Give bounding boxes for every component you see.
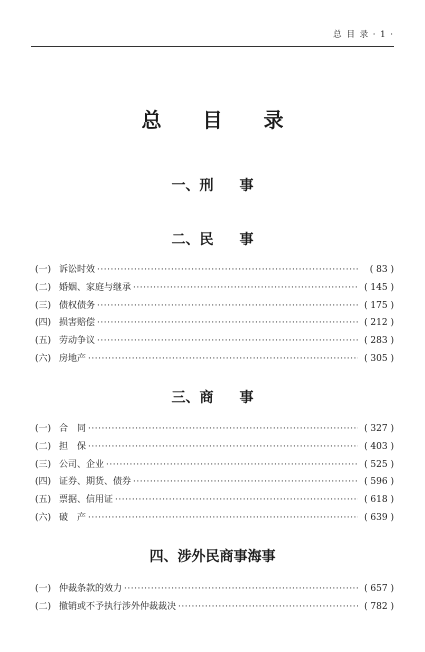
entry-label: 房地产 [59, 353, 87, 364]
toc-entry[interactable] [35, 474, 394, 492]
leader-dots [97, 315, 358, 333]
page-title: 总 目 录 [141, 108, 301, 132]
entry-label: 仲裁条款的效力 [59, 584, 123, 594]
entry-page: ( 618 ) [364, 495, 394, 506]
entry-number: (三) [35, 300, 52, 311]
toc-entry[interactable] [35, 333, 394, 351]
section-number: 二、 [171, 232, 200, 248]
leader-dots [97, 298, 358, 316]
entry-page: ( 782 ) [364, 601, 394, 612]
entry-label: 诉讼时效 [59, 265, 96, 275]
section-name-2: 事 [239, 390, 254, 406]
section-name: 刑 [199, 178, 214, 194]
entry-page: ( 212 ) [364, 318, 394, 329]
toc-entry[interactable] [35, 510, 394, 528]
entry-number: (一) [35, 424, 52, 434]
section-title-criminal [0, 175, 425, 195]
toc-entry[interactable] [35, 492, 394, 510]
entry-label: 证券、期货、债券 [59, 477, 132, 488]
entry-page: ( 525 ) [364, 459, 394, 470]
entry-label: 公司、企业 [59, 459, 105, 470]
toc-entry[interactable] [35, 262, 394, 280]
entry-number: (一) [35, 584, 52, 594]
section-number: 三、 [171, 390, 200, 406]
entry-number: (五) [35, 336, 52, 347]
leader-dots [178, 599, 358, 617]
entry-page: ( 327 ) [364, 424, 394, 434]
leader-dots [97, 262, 358, 280]
entry-page: ( 145 ) [364, 282, 394, 293]
section-name: 涉外民商事海事 [177, 549, 276, 565]
section-number: 四、 [149, 549, 178, 565]
section-name-2: 事 [239, 178, 254, 194]
section-title-commercial [0, 387, 425, 407]
entry-label: 合 同 [59, 424, 87, 434]
leader-dots [133, 280, 358, 298]
section-name: 商 [199, 390, 214, 406]
section-title-civil [0, 229, 425, 249]
toc-list-civil [35, 262, 394, 369]
toc-entry[interactable] [35, 599, 394, 617]
toc-entry[interactable] [35, 439, 394, 457]
entry-number: (四) [35, 477, 52, 488]
entry-page: ( 305 ) [364, 353, 394, 364]
entry-label: 劳动争议 [59, 336, 96, 347]
entry-page: ( 283 ) [364, 336, 394, 347]
leader-dots [88, 351, 358, 369]
toc-entry[interactable] [35, 280, 394, 298]
entry-number: (二) [35, 601, 52, 612]
entry-number: (三) [35, 459, 52, 470]
entry-label: 撤销或不予执行涉外仲裁裁决 [59, 601, 177, 612]
leader-dots [115, 492, 358, 510]
leader-dots [106, 457, 358, 475]
entry-number: (四) [35, 318, 52, 329]
section-number: 一、 [171, 178, 200, 194]
entry-label: 票据、信用证 [59, 495, 114, 506]
entry-number: (二) [35, 441, 52, 452]
leader-dots [88, 510, 358, 528]
leader-dots [88, 439, 358, 457]
entry-number: (六) [35, 512, 52, 523]
entry-page: ( 83 ) [369, 265, 394, 275]
toc-entry[interactable] [35, 298, 394, 316]
section-title-foreign-maritime [0, 546, 425, 566]
entry-page: ( 403 ) [364, 441, 394, 452]
leader-dots [88, 421, 358, 439]
toc-list-foreign-maritime [35, 581, 394, 617]
leader-dots [124, 581, 358, 599]
leader-dots [97, 333, 358, 351]
entry-page: ( 639 ) [364, 512, 394, 523]
entry-label: 担 保 [59, 441, 87, 452]
entry-page: ( 657 ) [364, 584, 394, 594]
running-header [31, 24, 394, 47]
running-header-text: 总 目 录 · 1 · [333, 30, 394, 40]
entry-number: (五) [35, 495, 52, 506]
entry-number: (一) [35, 265, 52, 275]
entry-page: ( 175 ) [364, 300, 394, 311]
toc-entry[interactable] [35, 421, 394, 439]
toc-entry[interactable] [35, 457, 394, 475]
entry-label: 婚姻、家庭与继承 [59, 282, 132, 293]
toc-entry[interactable] [35, 581, 394, 599]
leader-dots [133, 474, 358, 492]
entry-page: ( 596 ) [364, 477, 394, 488]
toc-entry[interactable] [35, 315, 394, 333]
toc-list-commercial [35, 421, 394, 528]
entry-label: 破 产 [59, 512, 87, 523]
toc-entry[interactable] [35, 351, 394, 369]
section-name-2: 事 [239, 232, 254, 248]
entry-number: (二) [35, 282, 52, 293]
section-name: 民 [199, 232, 214, 248]
entry-number: (六) [35, 353, 52, 364]
entry-label: 损害赔偿 [59, 318, 96, 329]
entry-label: 债权债务 [59, 300, 96, 311]
